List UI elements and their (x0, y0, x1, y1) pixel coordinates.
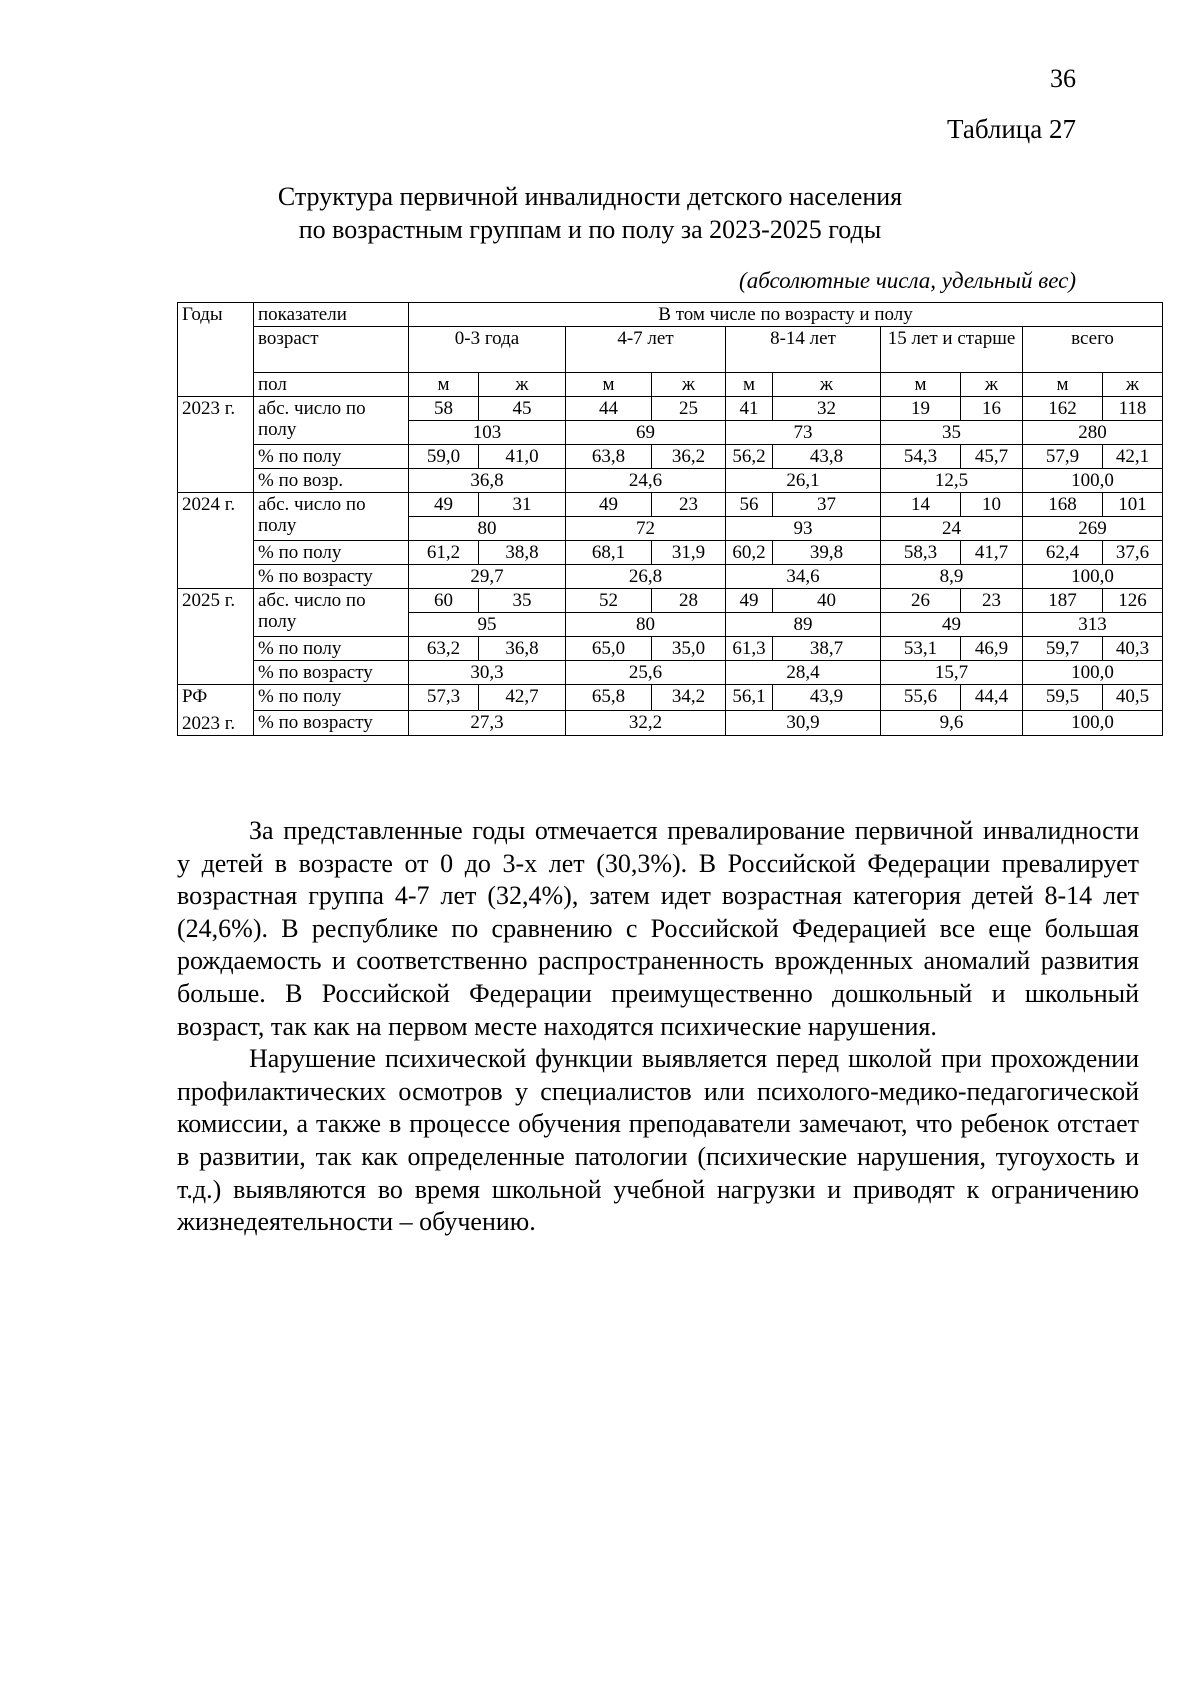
table-row (178, 589, 1163, 613)
paragraph: За представленные годы отмечается превалирование первичной инвалидности у детей в возрасте от 0 до 3-х лет (30,3%). В Российской Федерации превалирует возрастная группа 4-7 лет (32,4%), затем идет возрастная категория детей 8-14 лет (24,6%). В республике по сравнению с Российской Федерацией все еще большая рождаемость и соответственно распространенность врожденных аномалий развития больше. В Российской Федерации преимущественно дошкольный и школьный возраст, так как на первом месте находятся психические нарушения. (177, 816, 1139, 1041)
value-cell: 65,8 (566, 685, 652, 711)
total-cell: 72 (566, 517, 726, 541)
value-cell: 45,7 (961, 445, 1023, 469)
page-number: 36 (1050, 64, 1076, 93)
value-cell: 46,9 (961, 637, 1023, 661)
value-cell: 49 (566, 493, 652, 517)
header-sex-m: м (409, 373, 479, 397)
total-cell: 95 (409, 613, 566, 637)
table-row (178, 710, 1163, 736)
value-cell: 36,2 (652, 445, 726, 469)
table-row (178, 373, 1163, 397)
total-cell: 93 (726, 517, 881, 541)
value-cell: 62,4 (1023, 541, 1103, 565)
table-title-line: Структура первичной инвалидности детского населения (277, 182, 903, 211)
value-cell: 63,2 (409, 637, 479, 661)
value-cell: 40 (773, 589, 881, 613)
header-sex-m: м (726, 373, 773, 397)
total-cell: 269 (1023, 517, 1163, 541)
value-cell: 162 (1023, 397, 1103, 421)
value-cell: 55,6 (881, 685, 961, 711)
value-cell: 38,8 (479, 541, 566, 565)
header-group: В том числе по возрасту и полу (409, 303, 1163, 327)
header-years: Годы (178, 303, 254, 397)
value-cell: 43,9 (773, 685, 881, 711)
value-cell: 56,1 (726, 685, 773, 711)
total-cell: 12,5 (881, 469, 1023, 493)
row-label: % по возрасту (254, 710, 409, 736)
value-cell: 54,3 (881, 445, 961, 469)
total-cell: 26,8 (566, 565, 726, 589)
value-cell: 101 (1103, 493, 1163, 517)
total-cell: 26,1 (726, 469, 881, 493)
value-cell: 23 (961, 589, 1023, 613)
row-label: % по полу (254, 445, 409, 469)
total-cell: 280 (1023, 421, 1163, 445)
value-cell: 40,5 (1103, 685, 1163, 711)
value-cell: 58 (409, 397, 479, 421)
value-cell: 45 (479, 397, 566, 421)
value-cell: 42,7 (479, 685, 566, 711)
year-label: РФ (182, 686, 208, 707)
value-cell: 23 (652, 493, 726, 517)
data-table (177, 302, 1163, 736)
table-row (178, 637, 1163, 661)
value-cell: 31,9 (652, 541, 726, 565)
value-cell: 61,2 (409, 541, 479, 565)
header-sex-f: ж (479, 373, 566, 397)
header-sex-f: ж (773, 373, 881, 397)
value-cell: 126 (1103, 589, 1163, 613)
value-cell: 65,0 (566, 637, 652, 661)
table-row (178, 661, 1163, 685)
table-row (178, 493, 1163, 517)
table-row (178, 445, 1163, 469)
total-cell: 313 (1023, 613, 1163, 637)
value-cell: 56 (726, 493, 773, 517)
year-label: 2023 г. (182, 398, 236, 419)
value-cell: 57,9 (1023, 445, 1103, 469)
value-cell: 44 (566, 397, 652, 421)
total-cell: 30,3 (409, 661, 566, 685)
header-age-group: 8-14 лет (726, 327, 881, 373)
value-cell: 49 (726, 589, 773, 613)
table-row (178, 397, 1163, 421)
total-cell: 100,0 (1023, 661, 1163, 685)
total-cell: 29,7 (409, 565, 566, 589)
total-cell: 35 (881, 421, 1023, 445)
header-age-group: 0-3 года (409, 327, 566, 373)
header-sex-f: ж (961, 373, 1023, 397)
header-sex-m: м (566, 373, 652, 397)
table-row (178, 541, 1163, 565)
total-cell: 100,0 (1023, 565, 1163, 589)
value-cell: 14 (881, 493, 961, 517)
header-sex-label: пол (254, 373, 409, 397)
total-cell: 89 (726, 613, 881, 637)
value-cell: 40,3 (1103, 637, 1163, 661)
value-cell: 38,7 (773, 637, 881, 661)
value-cell: 63,8 (566, 445, 652, 469)
row-label: % по возрасту (254, 565, 409, 589)
value-cell: 28 (652, 589, 726, 613)
value-cell: 58,3 (881, 541, 961, 565)
value-cell: 56,2 (726, 445, 773, 469)
value-cell: 25 (652, 397, 726, 421)
row-label: абс. число по полу (254, 397, 409, 445)
year-label: 2025 г. (182, 590, 236, 611)
value-cell: 37 (773, 493, 881, 517)
total-cell: 34,6 (726, 565, 881, 589)
total-cell: 24 (881, 517, 1023, 541)
row-label: абс. число по полу (254, 493, 409, 541)
header-age-label: возраст (254, 327, 409, 373)
value-cell: 41 (726, 397, 773, 421)
value-cell: 53,1 (881, 637, 961, 661)
value-cell: 61,3 (726, 637, 773, 661)
value-cell: 19 (881, 397, 961, 421)
header-indicators: показатели (254, 303, 409, 327)
total-cell: 69 (566, 421, 726, 445)
value-cell: 41,0 (479, 445, 566, 469)
value-cell: 10 (961, 493, 1023, 517)
table-row (178, 565, 1163, 589)
total-cell: 73 (726, 421, 881, 445)
total-cell: 30,9 (726, 710, 881, 736)
table-title (200, 180, 980, 246)
header-sex-f: ж (1103, 373, 1163, 397)
body-text (177, 815, 1139, 1239)
total-cell: 36,8 (409, 469, 566, 493)
total-cell: 15,7 (881, 661, 1023, 685)
table-row (178, 303, 1163, 327)
value-cell: 32 (773, 397, 881, 421)
total-cell: 8,9 (881, 565, 1023, 589)
total-cell: 9,6 (881, 710, 1023, 736)
row-label: абс. число по полу (254, 589, 409, 637)
row-label: % по полу (254, 637, 409, 661)
value-cell: 59,5 (1023, 685, 1103, 711)
value-cell: 42,1 (1103, 445, 1163, 469)
table-row (178, 327, 1163, 373)
year-cell (178, 685, 254, 736)
value-cell: 16 (961, 397, 1023, 421)
value-cell: 34,2 (652, 685, 726, 711)
value-cell: 59,7 (1023, 637, 1103, 661)
value-cell: 59,0 (409, 445, 479, 469)
value-cell: 68,1 (566, 541, 652, 565)
total-cell: 49 (881, 613, 1023, 637)
row-label: % по возрасту (254, 661, 409, 685)
paragraph: Нарушение психической функции выявляется перед школой при прохождении профилактических осмотров у специалистов или психолого-медико-педагогической комиссии, а также в процессе обучения преподаватели замечают, что ребенок отстает в развитии, так как определенные патологии (психические нарушения, тугоухость и т.д.) выявляются во время школьной учебной нагрузки и приводят к ограничению жизнедеятельности – обучению. (177, 1044, 1139, 1237)
value-cell: 52 (566, 589, 652, 613)
row-label: % по полу (254, 685, 409, 711)
value-cell: 37,6 (1103, 541, 1163, 565)
value-cell: 26 (881, 589, 961, 613)
table-label: Таблица 27 (947, 114, 1076, 144)
total-cell: 100,0 (1023, 710, 1163, 736)
year-cell (178, 493, 254, 589)
value-cell: 36,8 (479, 637, 566, 661)
header-age-group: 4-7 лет (566, 327, 726, 373)
total-cell: 28,4 (726, 661, 881, 685)
value-cell: 31 (479, 493, 566, 517)
year-cell (178, 589, 254, 685)
total-cell: 25,6 (566, 661, 726, 685)
total-cell: 32,2 (566, 710, 726, 736)
value-cell: 187 (1023, 589, 1103, 613)
header-sex-f: ж (652, 373, 726, 397)
table-row (178, 469, 1163, 493)
total-cell: 80 (566, 613, 726, 637)
value-cell: 60 (409, 589, 479, 613)
total-cell: 80 (409, 517, 566, 541)
value-cell: 41,7 (961, 541, 1023, 565)
value-cell: 60,2 (726, 541, 773, 565)
value-cell: 49 (409, 493, 479, 517)
year-label: 2023 г. (182, 713, 236, 734)
total-cell: 24,6 (566, 469, 726, 493)
value-cell: 43,8 (773, 445, 881, 469)
year-label: 2024 г. (182, 494, 236, 515)
total-cell: 100,0 (1023, 469, 1163, 493)
row-label: % по полу (254, 541, 409, 565)
table-title-line: по возрастным группам и по полу за 2023-2025 годы (298, 215, 882, 244)
value-cell: 44,4 (961, 685, 1023, 711)
header-sex-m: м (1023, 373, 1103, 397)
total-cell: 103 (409, 421, 566, 445)
value-cell: 118 (1103, 397, 1163, 421)
value-cell: 168 (1023, 493, 1103, 517)
value-cell: 57,3 (409, 685, 479, 711)
header-age-group: 15 лет и старше (881, 327, 1023, 373)
header-sex-m: м (881, 373, 961, 397)
units-note: (абсолютные числа, удельный вес) (739, 268, 1076, 293)
total-cell: 27,3 (409, 710, 566, 736)
row-label: % по возр. (254, 469, 409, 493)
year-cell (178, 397, 254, 493)
value-cell: 39,8 (773, 541, 881, 565)
value-cell: 35 (479, 589, 566, 613)
value-cell: 35,0 (652, 637, 726, 661)
table-row (178, 685, 1163, 711)
header-age-group: всего (1023, 327, 1163, 373)
